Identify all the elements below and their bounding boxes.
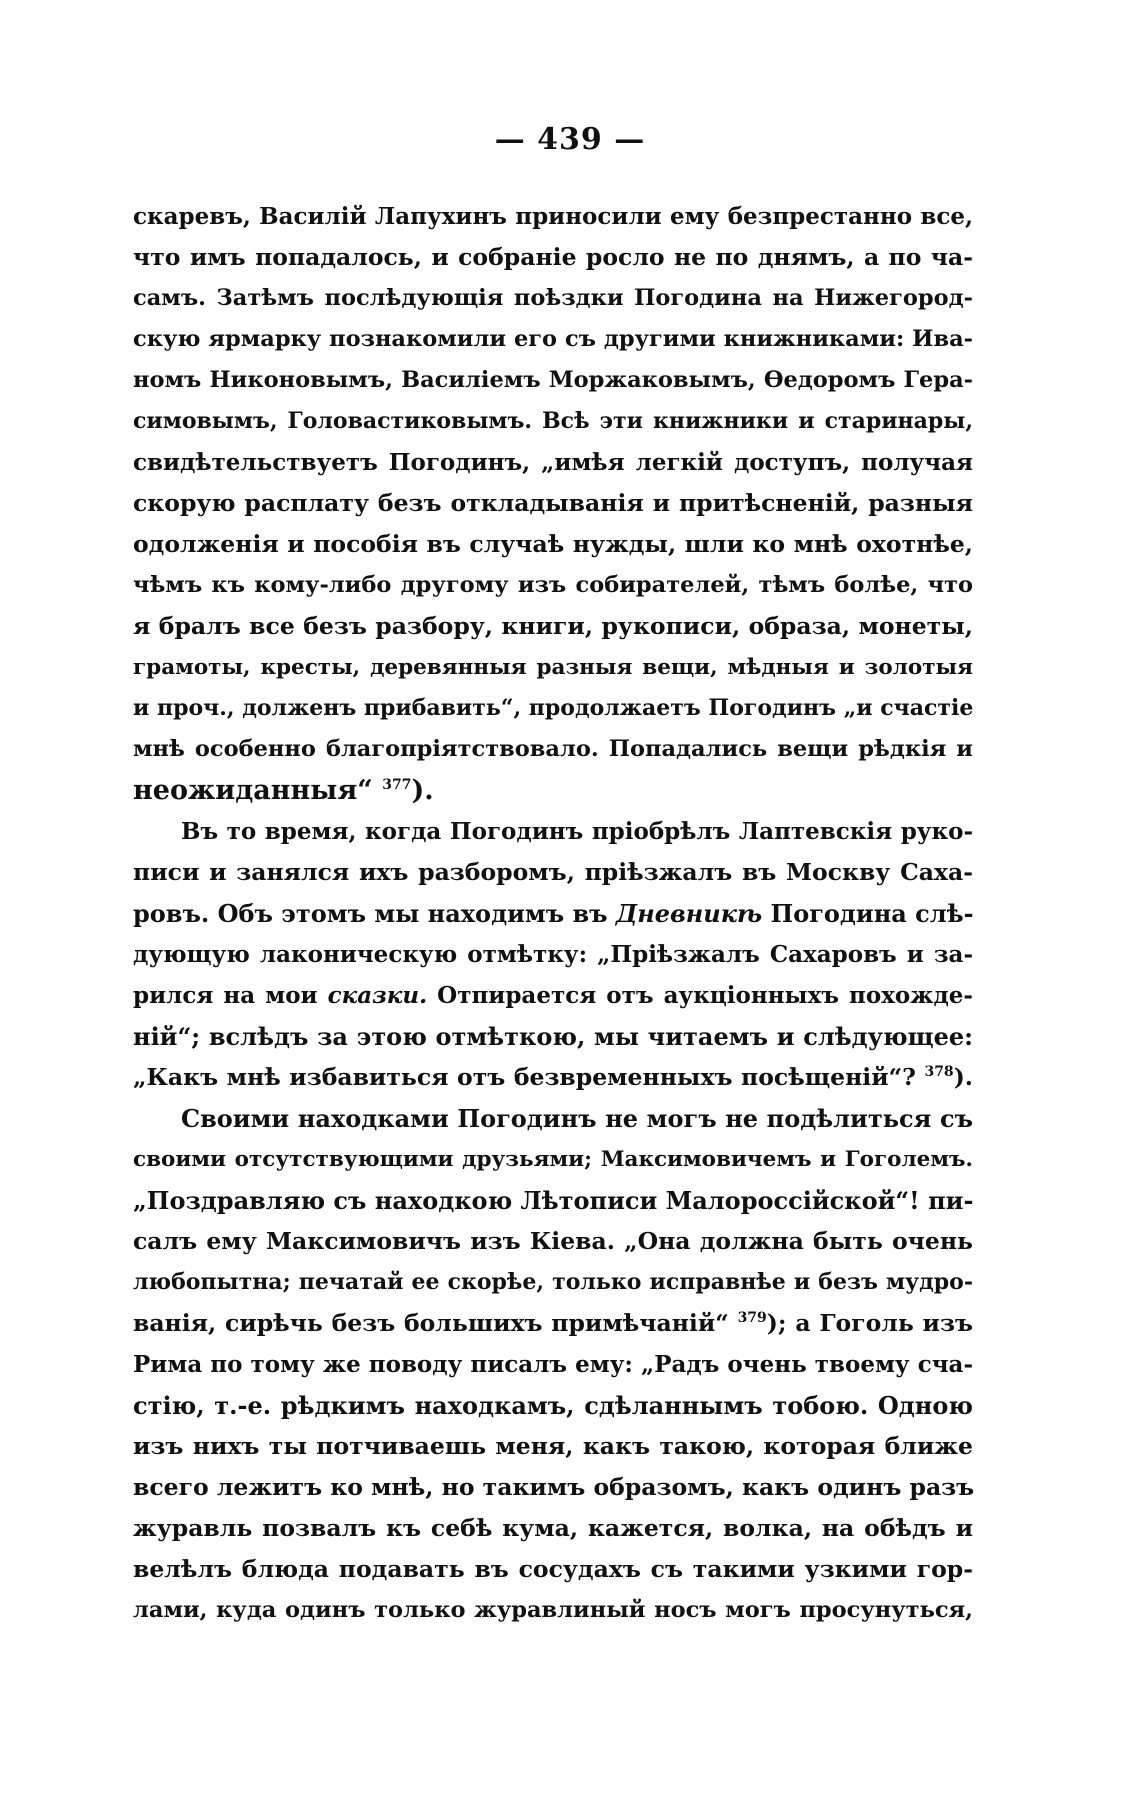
text-line: Въ то время, когда Погодинъ пріобрѣлъ Лаптевскія руко- (181, 818, 973, 845)
line-text: ровъ. Объ этомъ мы находимъ въ (133, 899, 616, 928)
text-line: журавль позвалъ къ себѣ кума, кажется, волка, на обѣдъ и (133, 1514, 973, 1542)
text-line: велѣлъ блюда подавать въ сосудахъ съ такими узкими гор- (133, 1555, 973, 1583)
text-line: чѣмъ къ кому-либо другому изъ собирателей, тѣмъ болѣе, что (133, 572, 973, 598)
text-line: самъ. Затѣмъ послѣдующія поѣздки Погодина на Нижегород- (133, 285, 973, 311)
line-text: ); а Гоголь изъ (766, 1309, 974, 1337)
line-text: ). (411, 775, 434, 806)
text-line: номъ Никоновымъ, Василіемъ Моржаковымъ, Өедоромъ Гера- (133, 367, 973, 393)
text-line: лами, куда одинъ только журавлиный носъ могъ просунуться, (133, 1597, 973, 1623)
text-line: писи и занялся ихъ разборомъ, пріѣзжалъ въ Москву Саха- (133, 858, 973, 886)
text-line: Своими находками Погодинъ не могъ не подѣлиться съ (181, 1104, 973, 1133)
italic-word: сказки. (327, 982, 428, 1009)
text-line: что имъ попадалось, и собраніе росло не по днямъ, а по ча- (133, 243, 973, 271)
text-line: скаревъ, Василій Лапухинъ приносили ему безпрестанно все, (133, 203, 973, 230)
footnote-reference: 377 (382, 777, 412, 793)
text-line: Рима по тому же поводу писалъ ему: „Радъ очень твоему сча- (133, 1351, 973, 1378)
line-text: Погодина слѣ- (762, 899, 974, 928)
text-line (133, 1303, 973, 1344)
italic-title: Дневникѣ (615, 899, 763, 928)
text-line: симовымъ, Головастиковымъ. Всѣ эти книжники и старинары, (133, 408, 973, 434)
text-line: изъ нихъ ты потчиваешь меня, какъ такою, которая ближе (133, 1432, 973, 1460)
text-line: мнѣ особенно благопріятствовало. Попадались вещи рѣдкія и (133, 736, 973, 762)
line-text: ванія, сирѣчь безъ большихъ примѣчаній“ (133, 1309, 738, 1337)
line-text: Отпирается отъ аукціонныхъ похожде- (427, 982, 973, 1009)
text-line: дующую лаконическую отмѣтку: „Пріѣзжалъ Сахаровъ и за- (133, 941, 973, 968)
text-line: и проч., долженъ прибавить“, продолжаетъ Погодинъ „и счастіе (133, 695, 974, 721)
text-line: своими отсутствующими друзьями; Максимовичемъ и Гоголемъ. (133, 1147, 973, 1172)
text-line: ній“; вслѣдъ за этою отмѣткою, мы читаемъ и слѣдующее: (133, 1022, 973, 1051)
text-line: одолженія и пособія въ случаѣ нужды, шли ко мнѣ охотнѣе, (133, 530, 973, 558)
text-line: любопытна; печатай ее скорѣе, только исправнѣе и безъ мудро- (133, 1269, 973, 1295)
text-line (133, 1057, 973, 1098)
text-line (133, 770, 973, 811)
page-number: — 439 — (494, 122, 646, 157)
line-text: неожиданныя“ (133, 775, 373, 806)
text-line: грамоты, кресты, деревянныя разныя вещи, мѣдныя и золотыя (133, 655, 973, 680)
text-line (133, 893, 973, 934)
footnote-reference: 379 (737, 1310, 767, 1327)
text-line: всего лежитъ ко мнѣ, но такимъ образомъ, какъ одинъ разъ (133, 1473, 975, 1501)
text-line: „Поздравляю съ находкою Лѣтописи Малороссійской“! пи- (133, 1186, 974, 1215)
text-line: я бралъ все безъ разбору, книги, рукописи, образа, монеты, (133, 612, 973, 640)
text-line: стію, т.-е. рѣдкимъ находкамъ, сдѣланнымъ тобою. Одною (133, 1391, 973, 1420)
footnote-reference: 378 (924, 1064, 954, 1081)
page-body-text (133, 196, 973, 1631)
line-text: рился на мои (133, 982, 328, 1009)
line-text: „Какъ мнѣ избавиться отъ безвременныхъ посѣщеній“? (133, 1063, 925, 1091)
line-text: ). (953, 1063, 973, 1091)
text-line: свидѣтельствуетъ Погодинъ, „имѣя легкій доступъ, получая (133, 449, 973, 476)
text-line: скую ярмарку познакомили его съ другими книжниками: Ива- (133, 326, 973, 352)
text-line: салъ ему Максимовичъ изъ Кіева. „Она должна быть очень (133, 1227, 973, 1255)
text-line: скорую расплату безъ откладыванія и притѣсненій, разныя (133, 489, 973, 517)
text-line (133, 975, 973, 1016)
